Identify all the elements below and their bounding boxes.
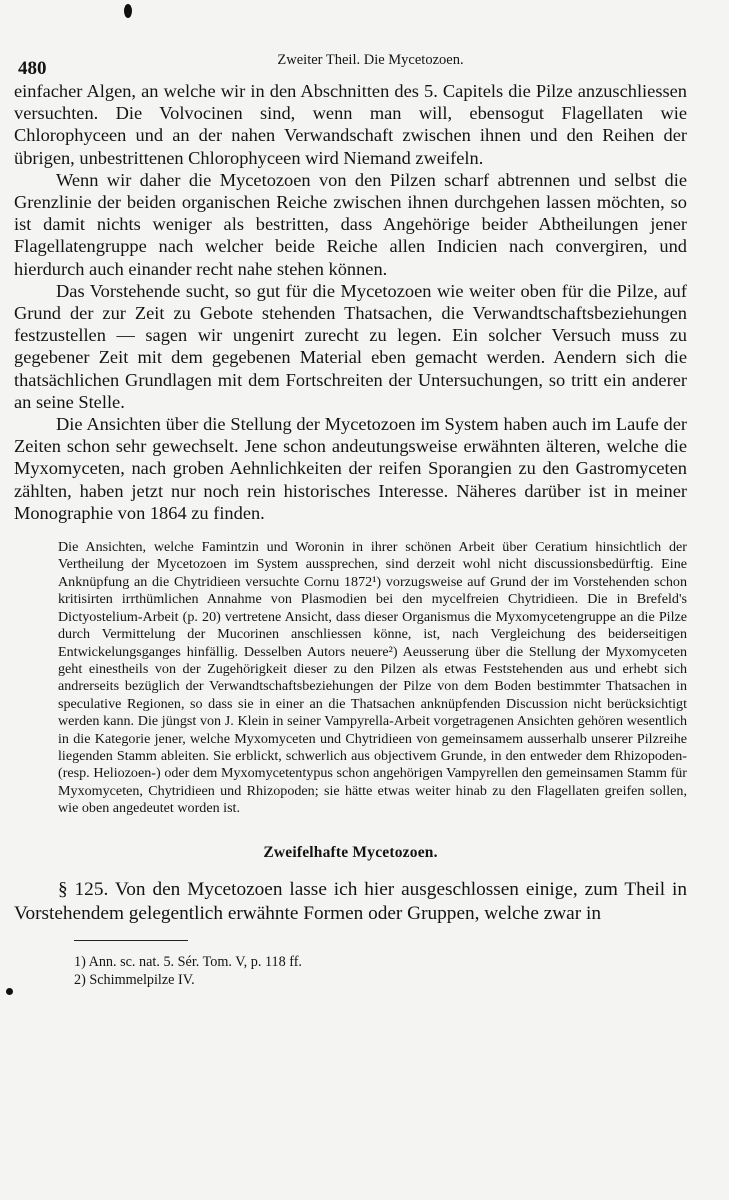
- footnote-item: 1) Ann. sc. nat. 5. Sér. Tom. V, p. 118 ff.: [74, 953, 302, 970]
- footnotes: [14, 953, 687, 990]
- main-text: [14, 80, 687, 524]
- small-print-note: [14, 539, 687, 818]
- ink-blot: [6, 988, 13, 995]
- footnote-item: 2) Schimmelpilze IV.: [74, 972, 195, 989]
- paragraph: Das Vorstehende sucht, so gut für die Mycetozoen wie weiter oben für die Pilze, auf Grund der zur Zeit zu Gebote stehenden Thatsachen, die Verwandtschaftsbeziehungen festzustellen — sagen wir ungenirt zurecht zu legen. Ein solcher Versuch muss zu gegebener Zeit mit dem gegebenen Material eben gemacht werden. Aendern sich die thatsächlichen Grundlagen mit dem Fortschreiten der Untersuchungen, so tritt ein anderer an seine Stelle.: [14, 280, 687, 412]
- paragraph: Die Ansichten über die Stellung der Mycetozoen im System haben auch im Laufe der Zeiten schon sehr gewechselt. Jene schon andeutungsweise erwähnten älteren, welche die Myxomyceten, nach groben Aehnlichkeiten der reifen Sporangien zu den Gastromyceten zählten, haben jetzt nur noch rein historisches Interesse. Näheres darüber ist in meiner Monographie von 1864 zu finden.: [14, 414, 687, 523]
- section-heading: Zweifelhafte Mycetozoen.: [263, 843, 438, 861]
- page-number: 480: [18, 58, 47, 79]
- ink-blot: [124, 4, 132, 18]
- page-header: [14, 52, 687, 80]
- section-paragraph: § 125. Von den Mycetozoen lasse ich hier ausgeschlossen einige, zum Theil in Vorstehendem gelegentlich erwähnte Formen oder Gruppen, welche zwar in: [14, 878, 687, 924]
- footnote-rule: [74, 940, 188, 941]
- paragraph: einfacher Algen, an welche wir in den Abschnitten des 5. Capitels die Pilze anzuschliessen versuchten. Die Volvocinen sind, wenn man will, ebensogut Flagellaten wie Chlorophyceen und an der nahen Verwandschaft zwischen ihnen und den Reihen der übrigen, unbestrittenen Chlorophyceen wird Niemand zweifeln.: [14, 81, 687, 168]
- small-print-paragraph: Die Ansichten, welche Famintzin und Woronin in ihrer schönen Arbeit über Ceratium hinsichtlich der Vertheilung der Mycetozoen im System aussprechen, sind derzeit wohl nicht discussionsbedürftig. Eine Anknüpfung an die Chytridieen versuchte Cornu 1872¹) vorzugsweise auf Grund der im Vorstehenden schon kritisirten irrthümlichen Annahme von Plasmodien bei den mycelfreien Chytridieen. Die in Brefeld's Dictyostelium-Arbeit (p. 20) vertretene Ansicht, dass dieser Organismus die Myxomycetengruppe an die Pilze durch Vermittelung der Mucorinen anschliessen könne, ist, nach Vergleichung des beiderseitigen Entwickelungsganges hinfällig. Desselben Autors neuere²) Aeusserung über die Stellung der Myxomyceten geht einestheils von der Zugehörigkeit dieser zu den Pilzen als etwas Feststehenden aus und erhebt sich andrerseits bezüglich der Verwandtschaftsbeziehungen der Pilze von dem Boden bestimmter Thatsachen in speculative Regionen, so dass sie in einer an die Thatsachen anknüpfenden Discussion nicht berücksichtigt werden kann. Die jüngst von J. Klein in seiner Vampyrella-Arbeit vorgetragenen Ansichten gehören wesentlich in die Kategorie jener, welche Myxomyceten und Chytridieen von gemeinsamem ausserhalb unserer Pilzreihe liegenden Stamm ableiten. Sie erblickt, schwerlich aus objectivem Grunde, in den entweder dem Rhizopoden- (resp. Heliozoen-) oder dem Myxomycetentypus schon angehörigen Vampyrellen den gemeinsamen Stamm für Myxomyceten, Chytridieen und Rhizopoden; sie hätte etwas weiter hinab zu den Flagellaten greifen sollen, wie oben angedeutet worden ist.: [58, 539, 687, 817]
- running-head: Zweiter Theil. Die Mycetozoen.: [277, 52, 464, 68]
- paragraph: Wenn wir daher die Mycetozoen von den Pilzen scharf abtrennen und selbst die Grenzlinie der beiden organischen Reiche zwischen ihnen durchgehen lassen möchten, so ist damit nichts weniger als bestritten, dass Angehörige beider Abtheilungen jener Flagellatengruppe nach welcher beide Reiche allen Indicien nach convergiren, und hierdurch auch einander recht nahe stehen können.: [14, 169, 687, 279]
